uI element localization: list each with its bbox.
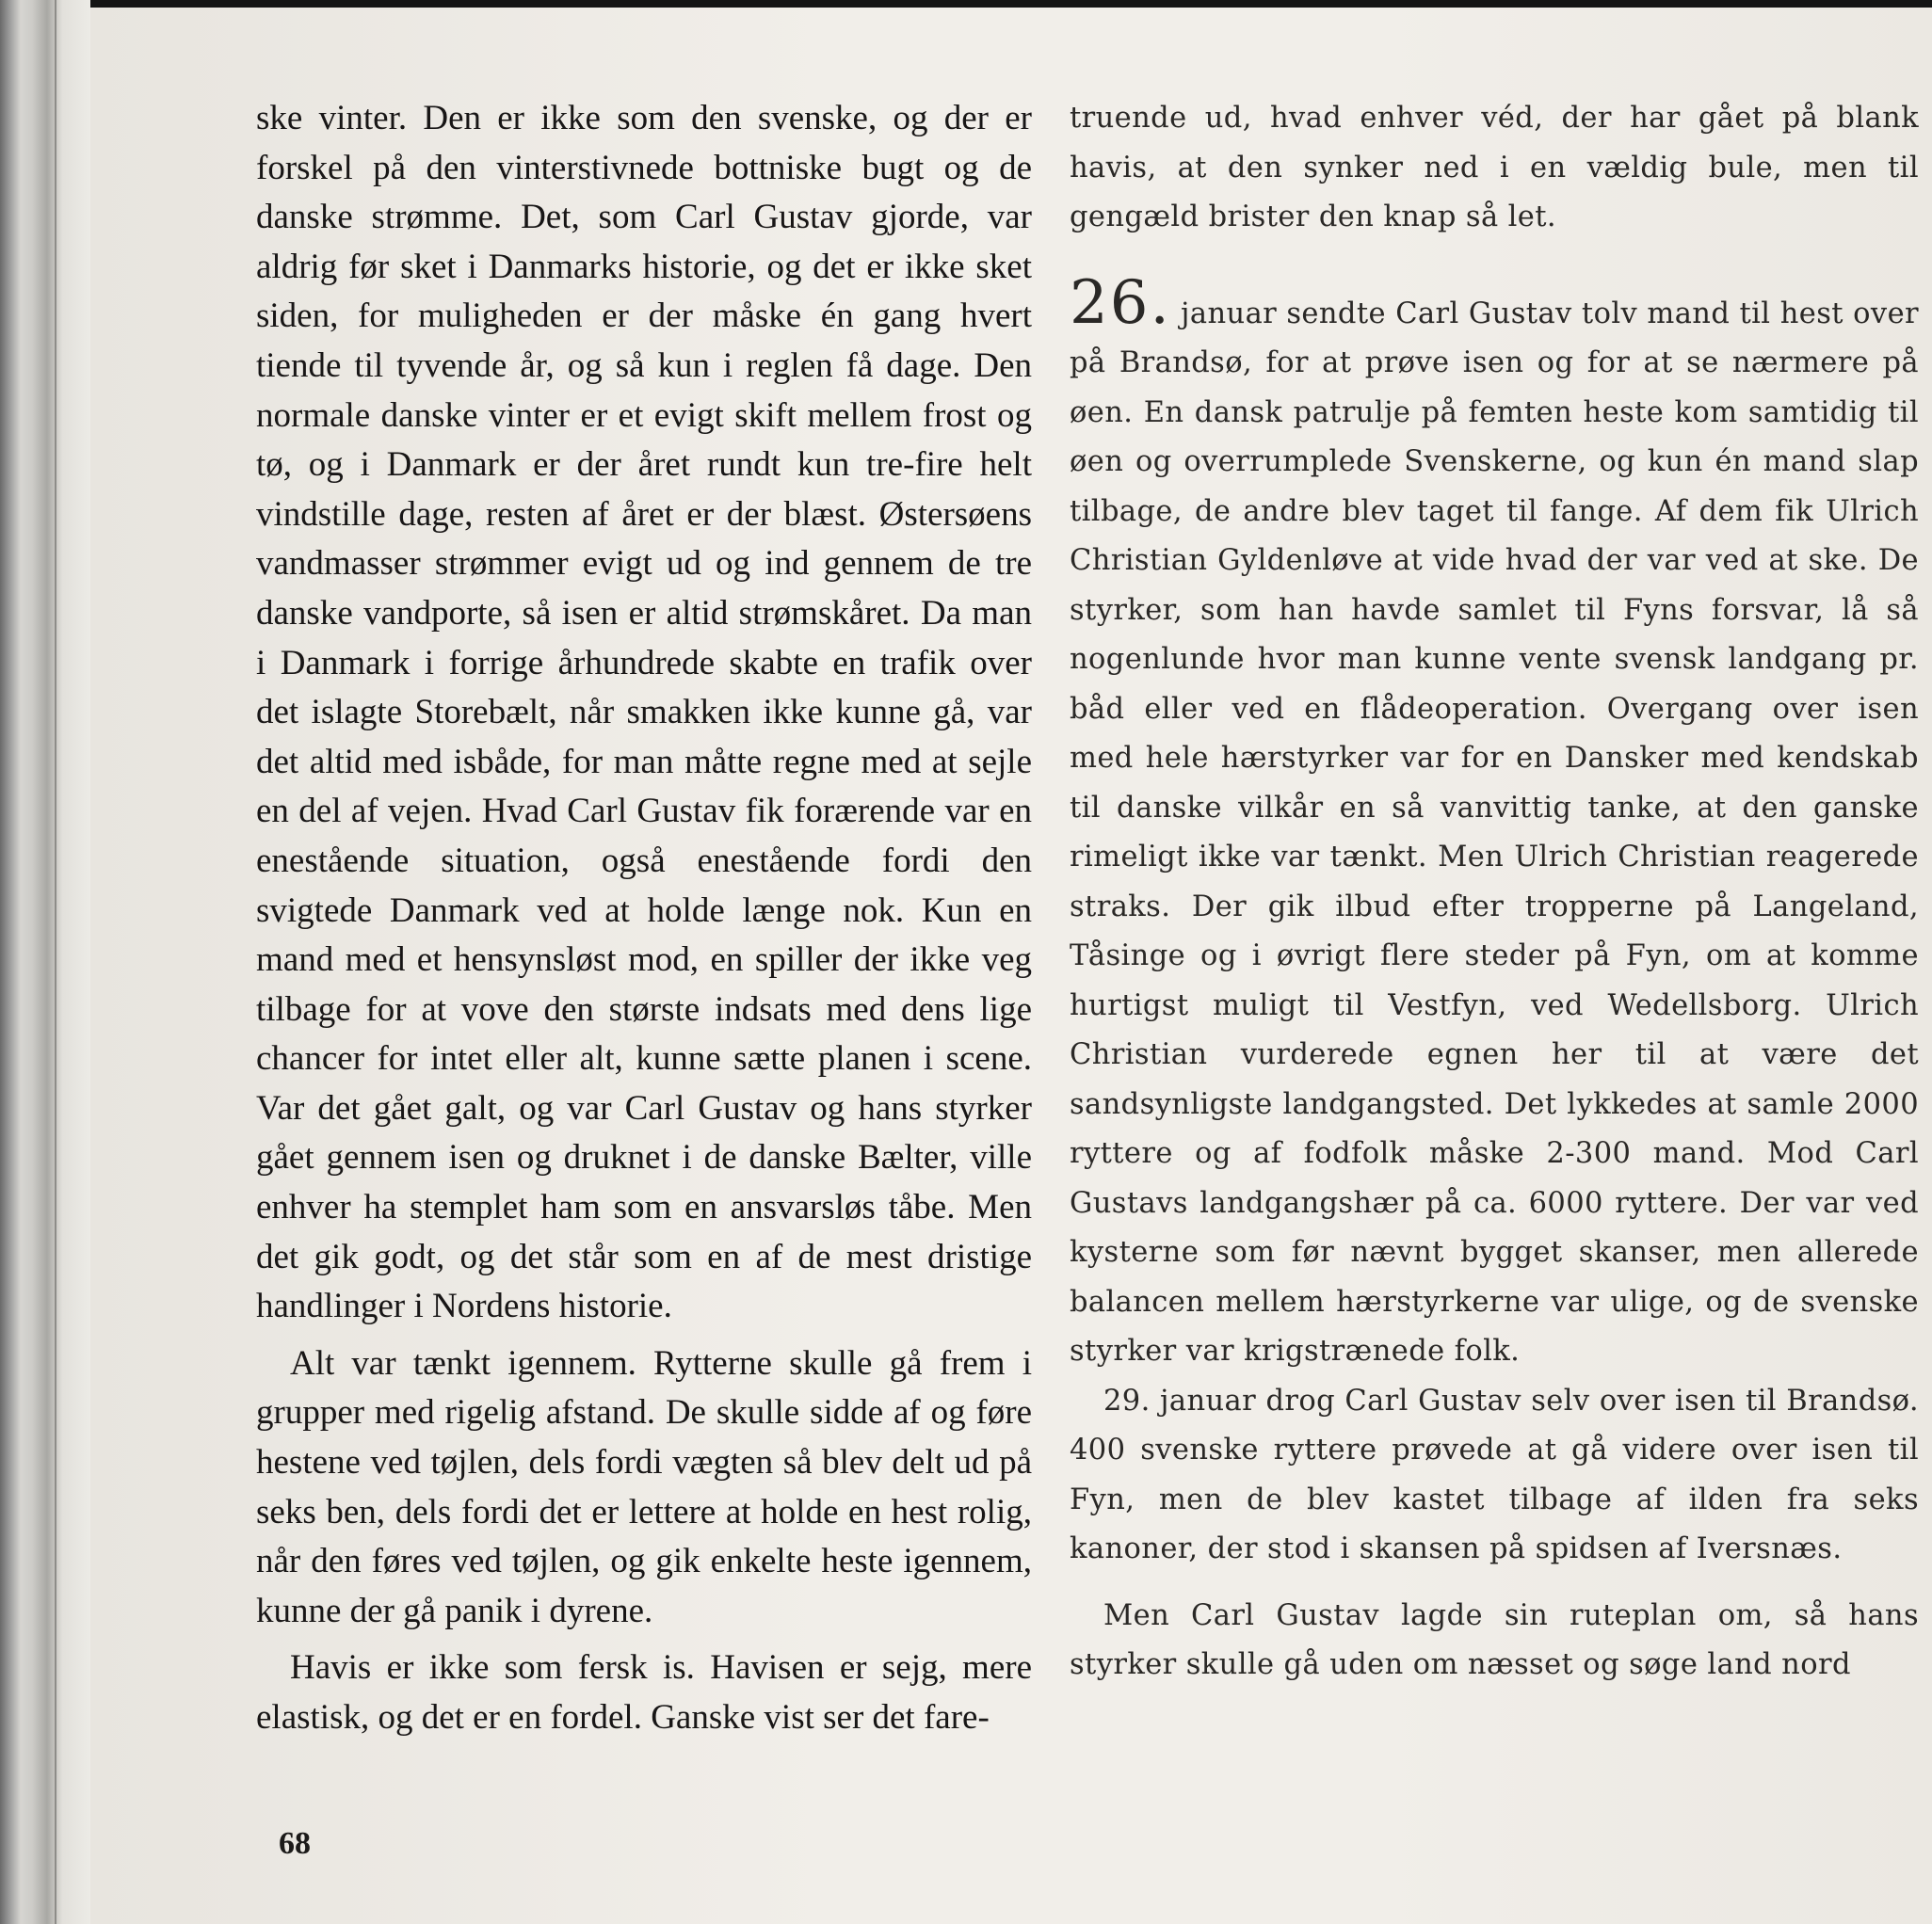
page-number: 68	[279, 1826, 311, 1861]
left-paragraph-1: ske vinter. Den er ikke som den svenske, og der er forskel på den vinterstivnede bottniske bugt og de danske strømme. Det, som Carl Gustav gjorde, var aldrig før sket i Danmarks historie, og det er ikke sket siden, for muligheden er der måske én gang hvert tiende til tyvende år, og så kun i reglen få dage. Den normale danske vinter er et evigt skift mellem frost og tø, og i Danmark er der året rundt kun tre-fire helt vindstille dage, resten af året er der blæst. Østersøens vandmasser strømmer evigt ud og ind gennem de tre danske vandporte, så isen er altid strømskåret. Da man i Danmark i forrige århundrede skabte en trafik over det islagte Storebælt, når smakken ikke kunne gå, var det altid med isbåde, for man måtte regne med at sejle en del af vejen. Hvad Carl Gustav fik forærende var en enestående situation, også enestående fordi den svigtede Danmark ved at holde længe nok. Kun en mand med et hensynsløst mod, en spiller der ikke veg tilbage for at vove den største indsats med dens lige chancer for intet eller alt, kunne sætte planen i scene. Var det gået galt, og var Carl Gustav og hans styrker gået gennem isen og druknet i de danske Bælter, ville enhver ha stemplet ham som en ansvarsløs tåbe. Men det gik godt, og det står som en af de mest dristige handlinger i Nordens historie.	[256, 99, 1032, 1326]
right-paragraph-jan-26	[1070, 267, 1919, 1377]
page-top-edge	[0, 0, 1932, 8]
book-page	[90, 8, 1932, 1924]
left-paragraph-2: Alt var tænkt igennem. Rytterne skulle gå frem i grupper med rigelig afstand. De skulle sidde af og føre hestene ved tøjlen, dels fordi vægten så blev delt ud på seks ben, dels fordi det er lettere at holde en hest rolig, når den føres ved tøjlen, og gik enkelte heste igennem, kunne der gå panik i dyrene.	[256, 1343, 1032, 1630]
left-text-column	[256, 94, 1032, 1743]
right-text-column	[1070, 94, 1919, 1691]
left-paragraph-3: Havis er ikke som fersk is. Havisen er sejg, mere elastisk, og det er en fordel. Ganske vist ser det fare-	[256, 1648, 1032, 1737]
right-paragraph-jan-29: 29. januar drog Carl Gustav selv over isen til Brandsø. 400 svenske ryttere prøvede at gå videre over isen til Fyn, men de blev kastet tilbage af ilden fra seks kanoner, der stod i skansen på spidsen af Iversnæs.	[1070, 1384, 1919, 1565]
right-continuation-paragraph: truende ud, hvad enhver véd, der har gået på blank havis, at den synker ned i en vældig bule, men til gengæld brister den knap så let.	[1070, 102, 1919, 233]
right-paragraph-last: Men Carl Gustav lagde sin ruteplan om, så hans styrker skulle gå uden om næsset og søge land nord	[1070, 1598, 1919, 1681]
right-paragraph-jan-26-text: januar sendte Carl Gustav tolv mand til hest over på Brandsø, for at prøve isen og for at se nærmere på øen. En dansk patrulje på femten heste kom samtidig til øen og overrumplede Svenskerne, og kun én mand slap tilbage, de andre blev taget til fange. Af dem fik Ulrich Christian Gyldenløve at vide hvad der var ved at ske. De styrker, som han havde samlet til Fyns forsvar, lå så nogenlunde hvor man kunne vente svensk landgang pr. båd eller ved en flådeoperation. Overgang over isen med hele hærstyrker var for en Dansker med kendskab til danske vilkår en så vanvittig tanke, at den ganske rimeligt ikke var tænkt. Men Ulrich Christian reagerede straks. Der gik ilbud efter tropperne på Langeland, Tåsinge og i øvrigt flere steder på Fyn, om at komme hurtigst muligt til Vestfyn, ved Wedellsborg. Ulrich Christian vurderede egnen her til at være det sandsynligste landgangsted. Det lykkedes at samle 2000 ryttere og af fodfolk måske 2-300 mand. Mod Carl Gustavs landgangshær på ca. 6000 ryttere. Der var ved kysterne som før nævnt bygget skanser, men allerede balancen mellem hærstyrkerne var ulige, og de svenske styrker var krigstrænede folk.	[1070, 297, 1919, 1368]
spine-fold-line	[55, 0, 56, 1924]
book-spine	[0, 0, 90, 1924]
drop-cap-date: 26.	[1070, 267, 1171, 338]
